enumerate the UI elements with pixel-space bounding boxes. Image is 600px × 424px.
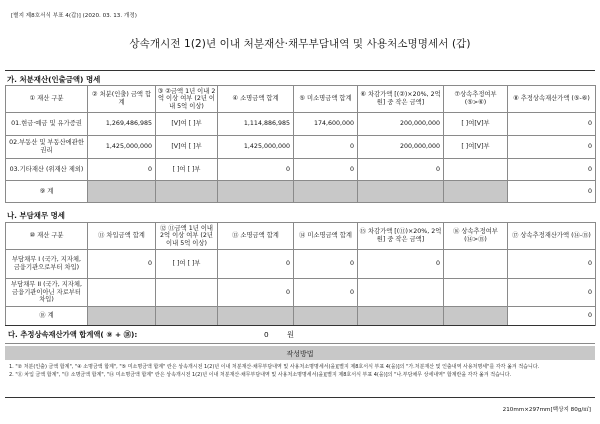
asset-kind-cell: 03.기타재산 (위재산 제외) [6,159,88,181]
total-label: ⑨ 계 [6,181,88,203]
header-deduction: ⑮ 차감가액 [(⑪)×20%, 2억원] 중 작은 금액] [358,223,444,250]
unexplained-amount-cell[interactable]: 174,600,000 [294,113,358,136]
presumed-value-cell[interactable]: 0 [508,159,596,181]
deduction-amount-cell[interactable]: 200,000,000 [358,136,444,159]
summary-value[interactable]: 0 [264,330,269,339]
disposal-amount-cell[interactable]: 1,425,000,000 [88,136,156,159]
shaded-cell [358,181,444,203]
form-title: 상속개시전 1(2)년 이내 처분재산·채무부담내역 및 사용처소명명세서 (갑) [129,38,471,50]
table-row [6,136,596,159]
asset-kind-cell: 01.현금·예금 및 유가증권 [6,113,88,136]
explained-amount-cell[interactable]: 1,114,886,985 [218,113,294,136]
header-borrowed-total: ⑪ 차입금액 합계 [88,223,156,250]
method-heading: 작성방법 [5,346,595,360]
deduction-amount-cell[interactable]: 0 [358,250,444,279]
presumed-value-cell[interactable]: 0 [508,279,596,307]
header-presumed-value: ⑰ 상속추정재산가액 (⑭-⑮) [508,223,596,250]
presumed-value-cell[interactable]: 0 [508,250,596,279]
header-unexplained-total: ⑤ 미소명금액 합계 [294,86,358,113]
total-label: ⑱ 계 [6,307,88,326]
shaded-cell [294,181,358,203]
borrowed-amount-cell[interactable]: 0 [88,250,156,279]
header-explained-total: ④ 소명금액 합계 [218,86,294,113]
threshold-checkbox[interactable]: [ ]여 [ ]부 [156,250,218,279]
disposal-table [5,85,596,203]
unexplained-amount-cell[interactable]: 0 [294,250,358,279]
method-note-1: 1. "② 처분(인출) 금액 합계", "④ 소명금액 합계", "⑤ 미소명금액 합계" 란은 상속개시전 1(2)년 이내 처분재산·채무부담내역 및 사용처소명명세서(을)[별지 제8호서식 부표 4(을)]의 "가.처분재산 및 인출내역 사용처명세"를 각각 옮겨 적습니다. [9,364,540,370]
explained-amount-cell[interactable]: 1,425,000,000 [218,136,294,159]
form-reference: [별지 제8호서식 부표 4(갑)] (2020. 03. 13. 개정) [11,13,137,19]
threshold-checkbox[interactable]: [ ]여 [ ]부 [156,159,218,181]
paper-size-note: 210mm×297mm[백상지 80g/㎡] [502,407,591,413]
shaded-cell [156,307,218,326]
summary-row [5,325,595,344]
explained-amount-cell[interactable]: 0 [218,250,294,279]
summary-label: 다. 추정상속재산가액 합계액( ⑨ + ⑱): [8,330,138,339]
shaded-cell [218,181,294,203]
unexplained-amount-cell[interactable]: 0 [294,159,358,181]
presumption-checkbox[interactable] [444,159,508,181]
shaded-cell [294,307,358,326]
table-row [6,159,596,181]
debt-table [5,222,596,326]
table-row [6,113,596,136]
disposal-total-row [6,181,596,203]
explained-amount-cell[interactable]: 0 [218,279,294,307]
header-threshold-flag: ⑫ ⑪금액 1년 이내 2억 이상 여부 (2년 이내 5억 이상) [156,223,218,250]
debt-header-row [6,223,596,250]
debt-kind-cell: 부담채무 I (국가, 지자체, 금융기관으로부터 차입) [6,250,88,279]
presumption-checkbox[interactable]: [ ]여[V]부 [444,113,508,136]
header-presumption: ⑯ 상속추정여부 (⑭>⑮) [444,223,508,250]
shaded-cell [88,181,156,203]
header-asset-kind: ① 재산 구분 [6,86,88,113]
presumed-value-cell[interactable]: 0 [508,136,596,159]
deduction-amount-cell[interactable]: 0 [358,159,444,181]
disposal-header-row [6,86,596,113]
disposal-amount-cell[interactable]: 1,269,486,985 [88,113,156,136]
summary-unit: 원 [287,330,295,339]
header-presumed-value: ⑧ 추정상속재산가액 (⑤-⑥) [508,86,596,113]
header-deduction: ⑥ 차감가액 [(②)×20%, 2억원] 중 작은 금액] [358,86,444,113]
top-rule [5,70,595,71]
threshold-checkbox[interactable] [156,279,218,307]
presumption-checkbox[interactable] [444,279,508,307]
header-explained-total: ⑬ 소명금액 합계 [218,223,294,250]
disposal-amount-cell[interactable]: 0 [88,159,156,181]
borrowed-amount-cell[interactable] [88,279,156,307]
method-note-2: 2. "⑪ 차입 금액 합계", "⑬ 소명금액 합계", "⑭ 미소명금액 합계" 란은 상속개시전 1(2)년 이내 처분재산·채무부담내역 및 사용처소명명세서(을)[별지 제8호서식 부표 4(을)]의 "나.부담채무 상세내역" 합계란을 각각 옮겨 적습니다. [9,371,512,378]
header-debt-kind: ⑩ 재산 구분 [6,223,88,250]
debt-kind-cell: 부담채무 II (국가, 지자체, 금융기관이아닌 자로부터 차입) [6,279,88,307]
header-disposal-total: ② 처분(인출) 금액 합계 [88,86,156,113]
shaded-cell [444,307,508,326]
debt-total-value: 0 [508,307,596,326]
presumption-checkbox[interactable] [444,250,508,279]
tax-form-document [3,0,597,424]
unexplained-amount-cell[interactable]: 0 [294,279,358,307]
deduction-amount-cell[interactable]: 200,000,000 [358,113,444,136]
header-presumption: ⑦상속추정여부 (⑤>⑥) [444,86,508,113]
asset-kind-cell: 02.부동산 및 부동산에관한 권리 [6,136,88,159]
threshold-checkbox[interactable]: [V]여 [ ]부 [156,113,218,136]
method-notes [9,364,589,379]
explained-amount-cell[interactable]: 0 [218,159,294,181]
shaded-cell [88,307,156,326]
shaded-cell [218,307,294,326]
shaded-cell [444,181,508,203]
header-threshold-flag: ③ ②금액 1년 이내 2억 이상 여부 (2년 이내 5억 이상) [156,86,218,113]
section-a-heading: 가. 처분재산(인출금액) 명세 [7,75,101,84]
shaded-cell [156,181,218,203]
shaded-cell [358,307,444,326]
deduction-amount-cell[interactable] [358,279,444,307]
header-unexplained-total: ⑭ 미소명금액 합계 [294,223,358,250]
unexplained-amount-cell[interactable]: 0 [294,136,358,159]
presumption-checkbox[interactable]: [ ]여[V]부 [444,136,508,159]
presumed-value-cell[interactable]: 0 [508,113,596,136]
debt-total-row [6,307,596,326]
threshold-checkbox[interactable]: [V]여 [ ]부 [156,136,218,159]
bottom-rule [5,397,595,398]
table-row [6,250,596,279]
section-b-heading: 나. 부담채무 명세 [7,211,65,220]
table-row [6,279,596,307]
disposal-total-value: 0 [508,181,596,203]
